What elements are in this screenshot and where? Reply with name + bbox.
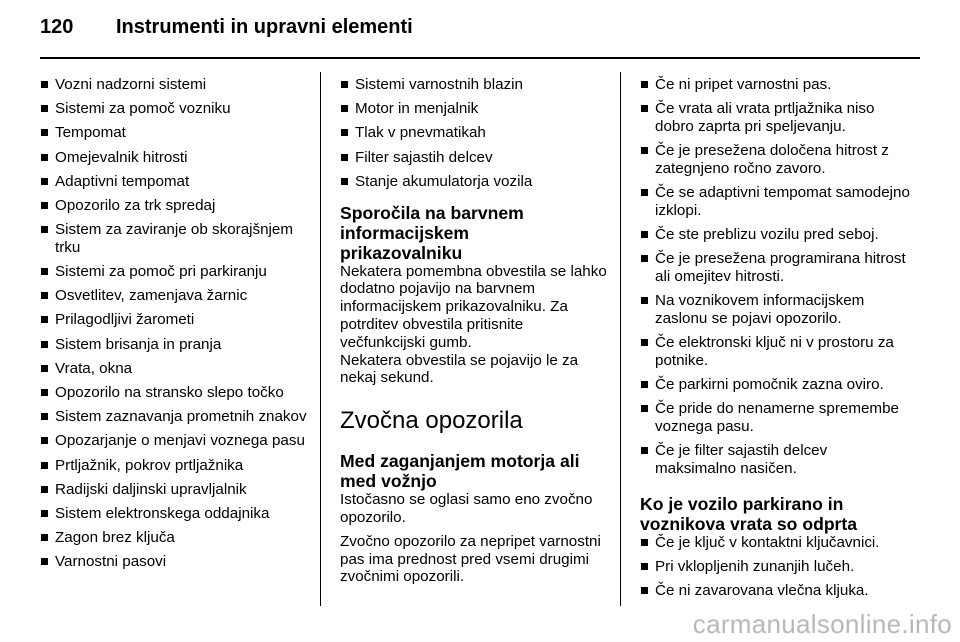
square-bullet-icon	[41, 510, 48, 517]
square-bullet-icon	[641, 255, 648, 262]
square-bullet-icon	[641, 105, 648, 112]
section-title: Zvočna opozorila	[340, 407, 523, 435]
square-bullet-icon	[341, 178, 348, 185]
square-bullet-icon	[41, 316, 48, 323]
list-item[interactable]: Opozorilo na stransko slepo točko	[40, 384, 310, 402]
column-divider-2	[620, 72, 621, 606]
list-item[interactable]: Motor in menjalnik	[340, 100, 608, 118]
list-item: Če ni pripet varnostni pas.	[640, 76, 910, 94]
square-bullet-icon	[641, 297, 648, 304]
square-bullet-icon	[41, 389, 48, 396]
square-bullet-icon	[641, 339, 648, 346]
section-heading: Ko je vozilo parkirano in voznikova vrata so odprta	[640, 494, 858, 535]
square-bullet-icon	[41, 437, 48, 444]
square-bullet-icon	[41, 365, 48, 372]
square-bullet-icon	[341, 129, 348, 136]
list-item[interactable]: Radijski daljinski upravljalnik	[40, 481, 310, 499]
list-item[interactable]: Sistem za zaviranje ob skorajšnjem trku	[40, 221, 310, 257]
square-bullet-icon	[641, 539, 648, 546]
list-item[interactable]: Tlak v pnevmatikah	[340, 124, 608, 142]
watermark: carmanualsonline.info	[692, 609, 952, 639]
square-bullet-icon	[641, 447, 648, 454]
list-item[interactable]: Sistem zaznavanja prometnih znakov	[40, 408, 310, 426]
topic-list	[40, 76, 310, 571]
header-rule	[40, 57, 920, 59]
list-item: Če se adaptivni tempomat samodejno izklopi.	[640, 184, 910, 220]
square-bullet-icon	[41, 462, 48, 469]
warning-list	[640, 76, 910, 478]
square-bullet-icon	[641, 189, 648, 196]
square-bullet-icon	[641, 381, 648, 388]
list-item: Če ste preblizu vozilu pred seboj.	[640, 226, 910, 244]
list-item[interactable]: Omejevalnik hitrosti	[40, 149, 310, 167]
column-divider-1	[320, 72, 321, 606]
list-item: Če ni zavarovana vlečna kljuka.	[640, 582, 910, 600]
list-item: Če elektronski ključ ni v prostoru za potnike.	[640, 334, 910, 370]
square-bullet-icon	[41, 413, 48, 420]
topic-list	[340, 76, 608, 191]
square-bullet-icon	[41, 202, 48, 209]
square-bullet-icon	[641, 587, 648, 594]
paragraph: Zvočno opozorilo za nepripet varnostni pas ima prednost pred vsemi drugimi zvočnimi opozorili.	[340, 532, 601, 586]
square-bullet-icon	[641, 231, 648, 238]
paragraph: Nekatera pomembna obvestila se lahko dodatno pojavijo na barvnem informacijskem prikazovalniku. Za potrditev obvestila pritisnite večfunkcijski gumb.	[340, 262, 607, 351]
square-bullet-icon	[341, 105, 348, 112]
square-bullet-icon	[41, 178, 48, 185]
page-title: Instrumenti in upravni elementi	[116, 16, 413, 38]
square-bullet-icon	[641, 405, 648, 412]
square-bullet-icon	[341, 81, 348, 88]
square-bullet-icon	[41, 226, 48, 233]
section-heading: Sporočila na barvnem informacijskem prikazovalniku	[340, 202, 524, 263]
square-bullet-icon	[41, 105, 48, 112]
paragraph: Istočasno se oglasi samo eno zvočno opozorilo.	[340, 491, 593, 526]
square-bullet-icon	[41, 268, 48, 275]
paragraph: Nekatera obvestila se pojavijo le za nekaj sekund.	[340, 351, 579, 387]
square-bullet-icon	[641, 81, 648, 88]
list-item[interactable]: Stanje akumulatorja vozila	[340, 173, 608, 191]
list-item[interactable]: Zagon brez ključa	[40, 529, 310, 547]
column-3	[640, 76, 910, 607]
square-bullet-icon	[41, 558, 48, 565]
list-item[interactable]: Sistemi za pomoč vozniku	[40, 100, 310, 118]
square-bullet-icon	[41, 129, 48, 136]
square-bullet-icon	[41, 154, 48, 161]
list-item[interactable]: Filter sajastih delcev	[340, 149, 608, 167]
page-number: 120	[40, 16, 74, 38]
list-item[interactable]: Prtljažnik, pokrov prtljažnika	[40, 457, 310, 475]
list-item[interactable]: Osvetlitev, zamenjava žarnic	[40, 287, 310, 305]
list-item[interactable]: Sistem brisanja in pranja	[40, 336, 310, 354]
square-bullet-icon	[41, 292, 48, 299]
square-bullet-icon	[41, 534, 48, 541]
list-item[interactable]: Vozni nadzorni sistemi	[40, 76, 310, 94]
column-1	[40, 76, 310, 578]
warning-list	[640, 534, 910, 600]
list-item[interactable]: Adaptivni tempomat	[40, 173, 310, 191]
list-item[interactable]: Prilagodljivi žarometi	[40, 311, 310, 329]
list-item: Če je presežena določena hitrost z zategnjeno ročno zavoro.	[640, 142, 910, 178]
square-bullet-icon	[41, 341, 48, 348]
list-item: Če je filter sajastih delcev maksimalno nasičen.	[640, 442, 910, 478]
square-bullet-icon	[641, 563, 648, 570]
list-item: Če parkirni pomočnik zazna oviro.	[640, 376, 910, 394]
list-item[interactable]: Varnostni pasovi	[40, 553, 310, 571]
list-item[interactable]: Sistem elektronskega oddajnika	[40, 505, 310, 523]
square-bullet-icon	[41, 81, 48, 88]
list-item: Če je presežena programirana hitrost ali omejitev hitrosti.	[640, 250, 910, 286]
list-item: Če je ključ v kontaktni ključavnici.	[640, 534, 910, 552]
column-2	[340, 76, 608, 586]
list-item[interactable]: Opozarjanje o menjavi voznega pasu	[40, 432, 310, 450]
section-heading: Med zaganjanjem motorja ali med vožnjo	[340, 451, 580, 492]
list-item: Če vrata ali vrata prtljažnika niso dobro zaprta pri speljevanju.	[640, 100, 910, 136]
list-item: Če pride do nenamerne spremembe voznega pasu.	[640, 400, 910, 436]
list-item: Pri vklopljenih zunanjih lučeh.	[640, 558, 910, 576]
list-item: Na voznikovem informacijskem zaslonu se pojavi opozorilo.	[640, 292, 910, 328]
square-bullet-icon	[641, 147, 648, 154]
square-bullet-icon	[41, 486, 48, 493]
list-item[interactable]: Tempomat	[40, 124, 310, 142]
list-item[interactable]: Sistemi za pomoč pri parkiranju	[40, 263, 310, 281]
square-bullet-icon	[341, 154, 348, 161]
list-item[interactable]: Opozorilo za trk spredaj	[40, 197, 310, 215]
list-item[interactable]: Sistemi varnostnih blazin	[340, 76, 608, 94]
list-item[interactable]: Vrata, okna	[40, 360, 310, 378]
